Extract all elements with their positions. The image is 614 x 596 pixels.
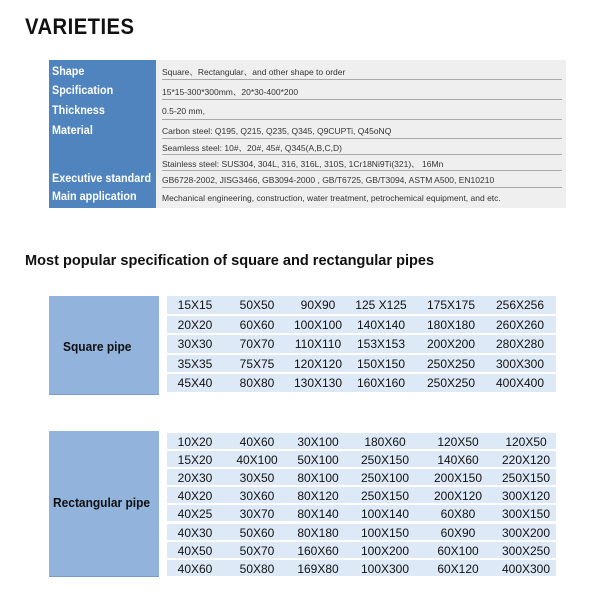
- divider: [162, 119, 562, 120]
- divider: [162, 138, 562, 139]
- size-cell: 30X70: [239, 507, 275, 522]
- size-cell: 130X130: [293, 376, 343, 391]
- size-cell: 45X40: [177, 376, 213, 391]
- size-cell: 300X200: [501, 525, 551, 540]
- label-material: Material: [52, 123, 93, 137]
- size-cell: 250X100: [360, 471, 410, 486]
- size-cell: 180X180: [426, 317, 476, 332]
- divider: [162, 154, 562, 155]
- size-cell: 250X150: [501, 471, 551, 486]
- size-cell: 100X300: [360, 561, 410, 576]
- size-cell: 160X160: [356, 376, 406, 391]
- size-cell: 169X80: [297, 561, 339, 576]
- size-cell: 40X30: [177, 525, 213, 540]
- size-cell: 153X153: [356, 337, 406, 352]
- size-cell: 15X20: [177, 453, 213, 468]
- size-cell: 30X60: [239, 489, 275, 504]
- size-cell: 40X60: [239, 435, 275, 449]
- size-cell: 300X120: [501, 489, 551, 504]
- size-cell: 100X200: [360, 543, 410, 558]
- size-cell: 140X60: [437, 453, 479, 468]
- size-cell: 35X35: [177, 356, 213, 371]
- size-cell: 50X70: [239, 543, 275, 558]
- size-cell: 280X280: [495, 337, 545, 352]
- size-cell: 50X100: [297, 453, 339, 468]
- size-cell: 50X60: [239, 525, 275, 540]
- value-shape: Square、Rectangular、and other shape to order: [162, 67, 346, 77]
- size-cell: 120X50: [437, 435, 479, 449]
- square-pipe-label: Square pipe: [63, 339, 132, 354]
- size-cell: 70X70: [239, 337, 275, 352]
- size-cell: 400X400: [495, 376, 545, 391]
- size-cell: 120X120: [293, 356, 343, 371]
- size-cell: 60X90: [440, 525, 476, 540]
- size-cell: 60X120: [437, 561, 479, 576]
- size-cell: 40X50: [177, 543, 213, 558]
- size-cell: 100X140: [360, 507, 410, 522]
- label-executive-standard: Executive standard: [52, 171, 152, 185]
- size-cell: 256X256: [495, 298, 545, 312]
- size-cell: 40X25: [177, 507, 213, 522]
- size-cell: 200X200: [426, 337, 476, 352]
- divider: [162, 79, 562, 80]
- size-cell: 175X175: [426, 298, 476, 312]
- size-cell: 60X80: [440, 507, 476, 522]
- size-cell: 300X150: [501, 507, 551, 522]
- value-thickness: 0.5-20 mm,: [162, 106, 205, 116]
- divider: [162, 170, 562, 171]
- size-cell: 150X150: [356, 356, 406, 371]
- size-cell: 30X100: [297, 435, 339, 449]
- value-material-stainless: Stainless steel: SUS304, 304L, 316, 316L, 310S, 1Cr18Ni9Ti(321)、 16Mn: [162, 159, 444, 169]
- size-cell: 30X50: [239, 471, 275, 486]
- page-title: VARIETIES: [25, 14, 135, 39]
- size-cell: 50X50: [239, 298, 275, 312]
- size-cell: 140X140: [356, 317, 406, 332]
- size-cell: 300X300: [495, 356, 545, 371]
- size-cell: 60X100: [437, 543, 479, 558]
- size-cell: 20X20: [177, 317, 213, 332]
- size-cell: 260X260: [495, 317, 545, 332]
- size-cell: 75X75: [239, 356, 275, 371]
- label-main-application: Main application: [52, 189, 137, 203]
- size-cell: 80X100: [297, 471, 339, 486]
- size-cell: 120X50: [505, 435, 547, 449]
- size-cell: 80X140: [297, 507, 339, 522]
- size-cell: 40X20: [177, 489, 213, 504]
- size-cell: 110X110: [294, 337, 342, 352]
- value-specification: 15*15-300*300mm、20*30-400*200: [162, 87, 299, 97]
- size-cell: 250X150: [360, 453, 410, 468]
- size-cell: 80X120: [297, 489, 339, 504]
- size-cell: 200X150: [433, 471, 483, 486]
- size-cell: 200X120: [433, 489, 483, 504]
- size-cell: 250X150: [360, 489, 410, 504]
- divider: [162, 187, 562, 188]
- section-subtitle: Most popular specification of square and rectangular pipes: [25, 252, 435, 269]
- size-cell: 50X80: [239, 561, 275, 576]
- rectangular-pipe-label: Rectangular pipe: [53, 495, 151, 510]
- label-specification: Spcification: [52, 83, 114, 97]
- size-cell: 20X30: [177, 471, 213, 486]
- size-cell: 220X120: [501, 453, 551, 468]
- size-cell: 60X60: [239, 317, 275, 332]
- label-shape: Shape: [52, 64, 85, 78]
- value-material-carbon: Carbon steel: Q195, Q215, Q235, Q345, Q9CUPTi, Q45oNQ: [162, 126, 392, 136]
- size-cell: 400X300: [501, 561, 551, 576]
- value-material-seamless: Seamless steel: 10#、20#, 45#, Q345(A,B,C,D): [162, 143, 343, 153]
- size-cell: 250X250: [426, 376, 476, 391]
- size-cell: 15X15: [177, 298, 213, 312]
- size-cell: 40X60: [177, 561, 213, 576]
- size-cell: 180X60: [364, 435, 406, 449]
- size-cell: 160X60: [297, 543, 339, 558]
- size-cell: 30X30: [177, 337, 213, 352]
- value-main-application: Mechanical engineering, construction, water treatment, petrochemical equipment, and etc.: [162, 193, 501, 203]
- size-cell: 80X80: [239, 376, 275, 391]
- size-cell: 250X250: [426, 356, 476, 371]
- size-cell: 80X180: [297, 525, 339, 540]
- value-executive-standard: GB6728-2002, JISG3466, GB3094-2000 , GB/T6725, GB/T3094, ASTM A500, EN10210: [162, 175, 495, 185]
- size-cell: 300X250: [501, 543, 551, 558]
- size-cell: 100X150: [360, 525, 410, 540]
- size-cell: 90X90: [300, 298, 336, 312]
- label-thickness: Thickness: [52, 103, 105, 117]
- size-cell: 125 X125: [355, 298, 407, 312]
- size-cell: 100X100: [293, 317, 343, 332]
- size-cell: 40X100: [236, 453, 278, 468]
- divider: [162, 99, 562, 100]
- size-cell: 10X20: [177, 435, 213, 449]
